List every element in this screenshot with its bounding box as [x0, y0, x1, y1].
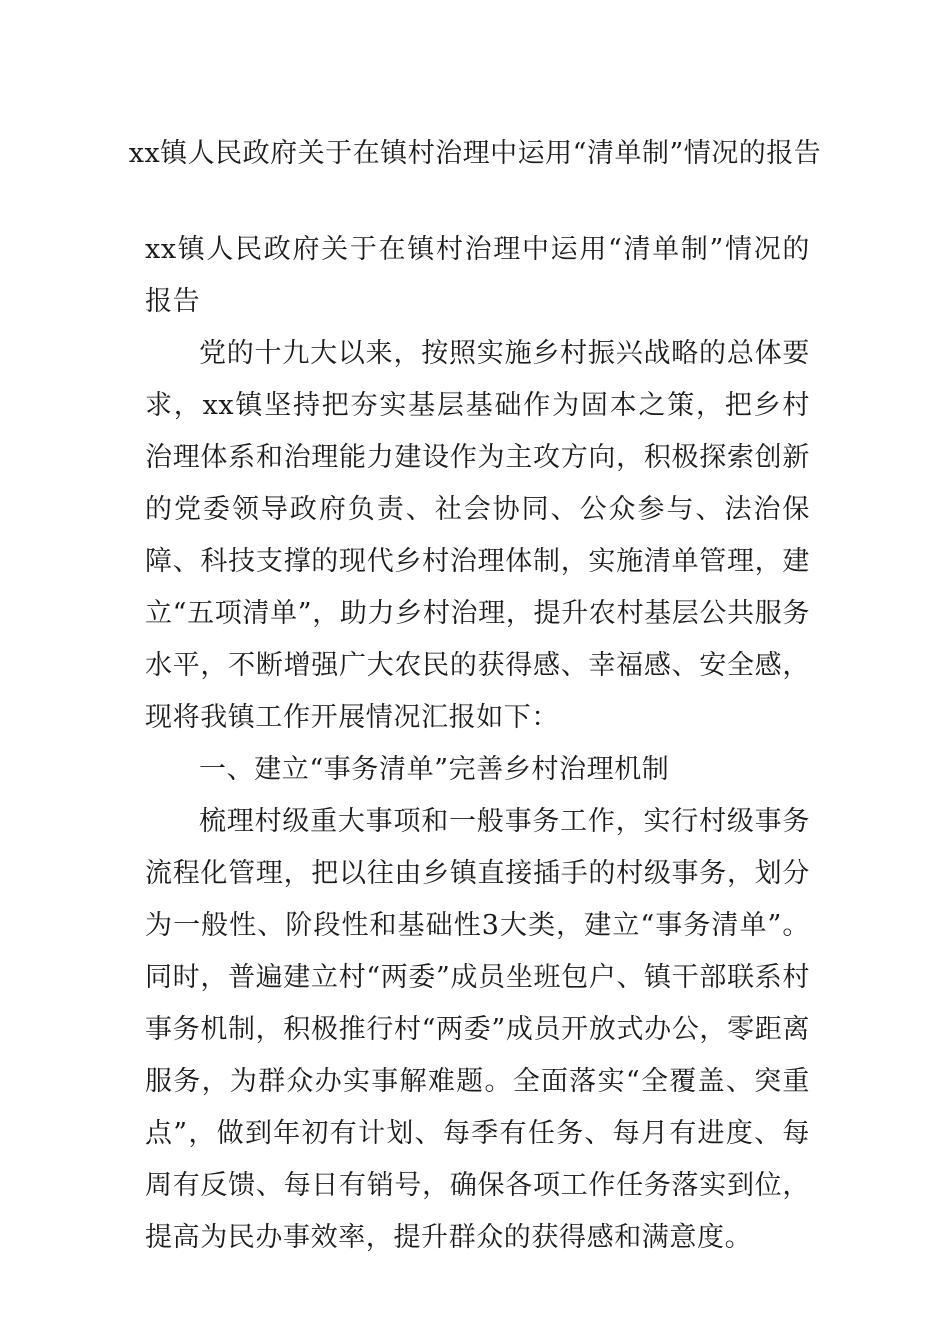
document-body — [145, 224, 810, 1264]
section-paragraph: 梳理村级重大事项和一般事务工作，实行村级事务流程化管理，把以往由乡镇直接插手的村级事务，划分为一般性、阶段性和基础性3大类，建立“事务清单”。同时，普遍建立村“两委”成员坐班包户、镇干部联系村事务机制，积极推行村“两委”成员开放式办公，零距离服务，为群众办实事解难题。全面落实“全覆盖、突重点”，做到年初有计划、每季有任务、每月有进度、每周有反馈、每日有销号，确保各项工作任务落实到位，提高为民办事效率，提升群众的获得感和满意度。 — [145, 806, 810, 1253]
intro-paragraph: 党的十九大以来，按照实施乡村振兴战略的总体要求，xx镇坚持把夯实基层基础作为固本之策，把乡村治理体系和治理能力建设作为主攻方向，积极探索创新的党委领导政府负责、社会协同、公众参与、法治保障、科技支撑的现代乡村治理体制，实施清单管理，建立“五项清单”，助力乡村治理，提升农村基层公共服务水平，不断增强广大农民的获得感、幸福感、安全感，现将我镇工作开展情况汇报如下： — [145, 338, 810, 733]
section-heading: 一、建立“事务清单”完善乡村治理机制 — [199, 754, 670, 785]
repeated-title: xx镇人民政府关于在镇村治理中运用“清单制”情况的报告 — [145, 234, 810, 317]
document-title: xx镇人民政府关于在镇村治理中运用“清单制”情况的报告 — [128, 138, 822, 169]
